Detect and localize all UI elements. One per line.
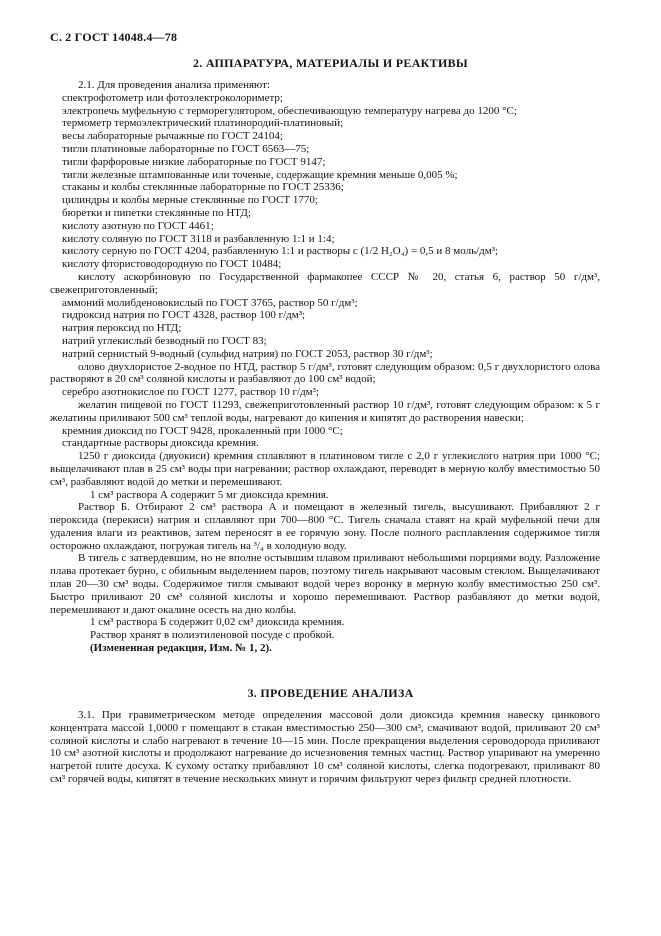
paragraph: кислоту фтористоводородную по ГОСТ 10484; — [62, 258, 282, 271]
paragraph: натрий сернистый 9-водный (сульфид натрия) по ГОСТ 2053, раствор 30 г/дм³; — [62, 347, 433, 360]
paragraph: кислоту серную по ГОСТ 4204, разбавленную 1:1 и растворы с (1/2 H₂O₄) = 0,5 и 8 моль/дм³; — [62, 245, 499, 258]
amendment-note: (Измененная редакция, Изм. № 1, 2). — [90, 642, 272, 655]
paragraph: 1 см³ раствора Б содержит 0,02 см³ диоксида кремния. — [90, 616, 345, 629]
paragraph: серебро азотнокислое по ГОСТ 1277, раствор 10 г/дм³; — [62, 386, 319, 399]
paragraph: натрия пероксид по НТД; — [62, 322, 182, 335]
paragraph: 2.1. Для проведения анализа применяют: — [78, 79, 270, 91]
paragraph: 1250 г диоксида (двуокиси) кремния сплавляют в платиновом тигле с 2,0 г углекислого натрия при 1000 °С; выщелачивают плав в 25 см³ воды при нагревании; раствор охлаждают, переводят в мерную колбу вместимостью 50 см³, разбавляют водой до метки и перемешивают. — [50, 450, 600, 488]
paragraph: гидроксид натрия по ГОСТ 4328, раствор 100 г/дм³; — [62, 309, 306, 322]
paragraph: кислоту соляную по ГОСТ 3118 и разбавленную 1:1 и 1:4; — [62, 232, 335, 245]
paragraph: электропечь муфельную с терморегулятором, обеспечивающую температуру нагрева до 1200 °С; — [62, 104, 517, 117]
paragraph: термометр термоэлектрический платинородий-платиновый; — [62, 117, 344, 130]
paragraph: кислоту аскорбиновую по Государственной фармакопее СССР № 20, статья 6, раствор 50 г/дм³, свежеприготовленный; — [50, 270, 600, 296]
paragraph: тигли фарфоровые низкие лабораторные по ГОСТ 9147; — [62, 155, 326, 168]
section-2-body — [50, 79, 600, 655]
paragraph: спектрофотометр или фотоэлектроколориметр; — [62, 91, 283, 104]
paragraph: натрий углекислый безводный по ГОСТ 83; — [62, 334, 267, 347]
paragraph: Раствор Б. Отбирают 2 см³ раствора А и помещают в железный тигель, высушивают. Прибавляют 2 г пероксида (перекиси) натрия и сплавляют при 700—800 °С. Тигель сначала ставят на край муфельной печи для удаления влаги из реактивов, затем переносят в ее горячую зону. После полного расплавления содержимое тигля осторожно охлаждают, погружая тигель на ³/₄ в холодную воду. — [50, 501, 600, 552]
page-header: С. 2 ГОСТ 14048.4—78 — [50, 30, 178, 44]
paragraph: цилиндры и колбы мерные стеклянные по ГОСТ 1770; — [62, 194, 318, 207]
paragraph: тигли платиновые лабораторные по ГОСТ 6563—75; — [62, 142, 310, 155]
section-2-title: 2. АППАРАТУРА, МАТЕРИАЛЫ И РЕАКТИВЫ — [192, 56, 469, 70]
paragraph: Раствор хранят в полиэтиленовой посуде с пробкой. — [90, 629, 335, 642]
paragraph: В тигель с затвердевшим, но не вполне остывшим плавом приливают небольшими порциями воду. Разложение плава протекает бурно, с обильным выделением паров, поэтому тигель накрывают часовым стеклом. Выщелачивают плав 20—30 см³ воды. Содержимое тигля смывают водой через воронку в мерную колбу вместимостью 250 см³. Быстро приливают 20 см³ соляной кислоты и хорошо перемешивают. Раствор разбавляют до метки водой, перемешивают и дают окалине осесть на дно колбы. — [50, 552, 600, 616]
paragraph: кислоту азотную по ГОСТ 4461; — [62, 219, 214, 232]
paragraph: стандартные растворы диоксида кремния. — [62, 437, 259, 450]
section-3-title: 3. ПРОВЕДЕНИЕ АНАЛИЗА — [247, 686, 414, 700]
section-3-body — [50, 709, 600, 786]
paragraph: желатин пищевой по ГОСТ 11293, свежеприготовленный раствор 10 г/дм³, готовят следующим образом: к 5 г желатины приливают 500 см³ теплой воды, нагревают до кипения и кипятят до растворения навески; — [50, 398, 600, 424]
paragraph: тигли железные штампованные или точеные, содержащие кремния меньше 0,005 %; — [62, 168, 458, 181]
paragraph: стаканы и колбы стеклянные лабораторные по ГОСТ 25336; — [62, 181, 344, 194]
paragraph: 1 см³ раствора А содержит 5 мг диоксида кремния. — [90, 488, 329, 501]
paragraph: 3.1. При гравиметрическом методе определения массовой доли диоксида кремния навеску цинкового концентрата массой 1,0000 г помещают в стакан вместимостью 250—300 см³, смачивают водой, приливают 20 см³ соляной кислоты и слабо нагревают в течение 10—15 мин. После прекращения выделения сероводорода приливают 10 см³ азотной кислоты и продолжают нагревание до исчезновения темных частиц. Раствор упаривают на умеренно нагретой плите досуха. К сухому остатку прибавляют 10 см³ соляной кислоты, слегка подогревают, приливают 80 см³ горячей воды, кипятят в течение нескольких минут и горячим фильтруют через фильтр средней плотности. — [50, 709, 600, 785]
paragraph: аммоний молибденовокислый по ГОСТ 3765, раствор 50 г/дм³; — [62, 296, 358, 309]
paragraph: весы лабораторные рычажные по ГОСТ 24104; — [62, 130, 283, 143]
paragraph: олово двухлористое 2-водное по НТД, раствор 5 г/дм³, готовят следующим образом: 0,5 г двухлористого олова растворяют в 20 см³ соляной кислоты и разбавляют до 100 см³ водой; — [50, 360, 600, 386]
paragraph: бюретки и пипетки стеклянные по НТД; — [62, 206, 251, 219]
paragraph: кремния диоксид по ГОСТ 9428, прокаленный при 1000 °С; — [62, 424, 343, 437]
